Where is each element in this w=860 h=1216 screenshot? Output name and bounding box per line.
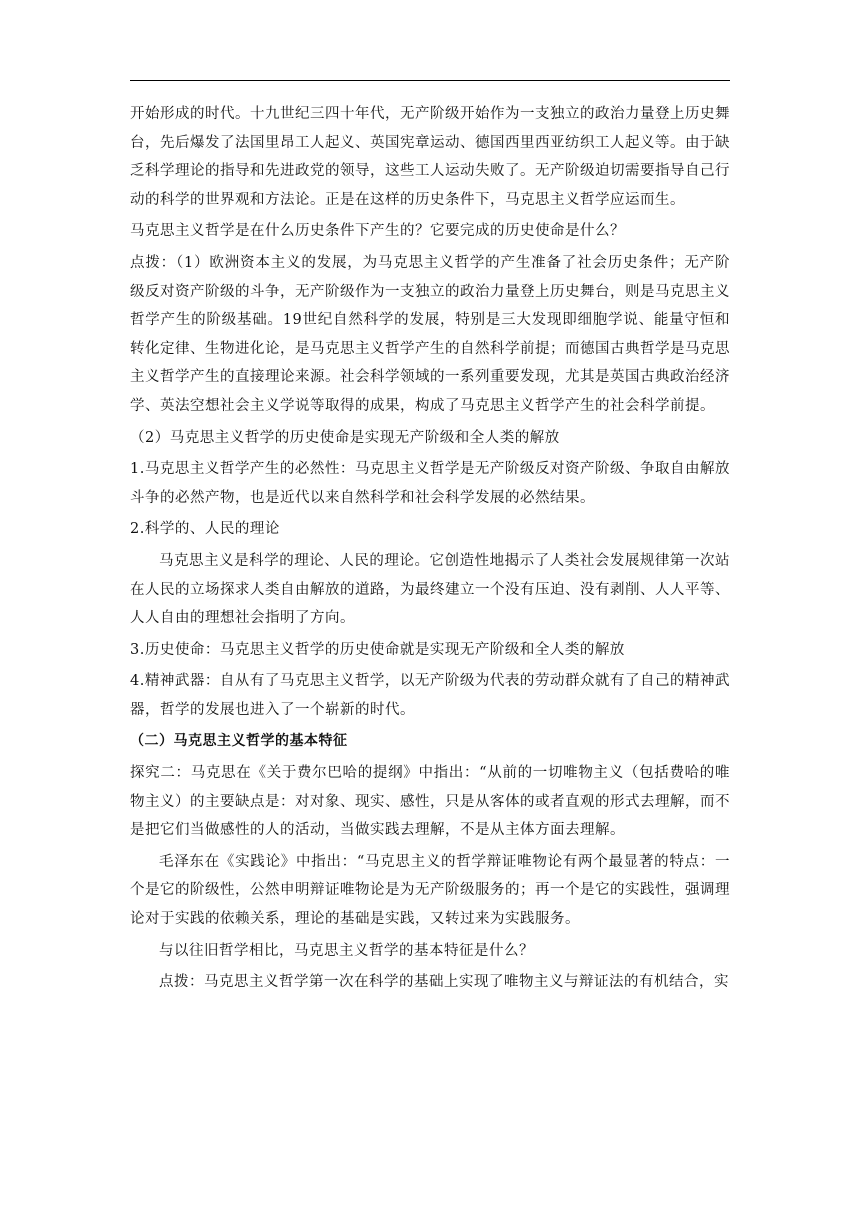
paragraph-hint-conditions: 点拨：（1）欧洲资本主义的发展，为马克思主义哲学的产生准备了社会历史条件；无产阶级反对资产阶级的斗争，无产阶级作为一支独立的政治力量登上历史舞台，则是马克思主义哲学产生的阶级基础。19世纪自然科学的发展，特别是三大发现即细胞学说、能量守恒和转化定律、生物进化论，是马克思主义哲学产生的自然科学前提；而德国古典哲学是马克思主义哲学产生的直接理论来源。社会科学领域的一系列重要发现，尤其是英国古典政治经济学、英法空想社会主义学说等取得的成果，构成了马克思主义哲学产生的社会科学前提。	[130, 254, 730, 414]
question-basic-features: 与以往旧哲学相比，马克思主义哲学的基本特征是什么？	[159, 942, 534, 959]
paragraph-historical-mission: （2）马克思主义哲学的历史使命是实现无产阶级和全人类的解放	[130, 429, 560, 446]
list-item-mission: 3.历史使命：马克思主义哲学的历史使命就是实现无产阶级和全人类的解放	[130, 641, 625, 658]
paragraph-hint-features: 点拨：马克思主义哲学第一次在科学的基础上实现了唯物主义与辩证法的有机结合，实	[159, 974, 729, 991]
list-item-spiritual-weapon: 4.精神武器：自从有了马克思主义哲学，以无产阶级为代表的劳动群众就有了自己的精神武器，哲学的发展也进入了一个崭新的时代。	[130, 673, 730, 718]
paragraph-scientific-theory: 马克思主义是科学的理论、人民的理论。它创造性地揭示了人类社会发展规律第一次站在人民的立场探求人类自由解放的道路，为最终建立一个没有压迫、没有剥削、人人平等、人人自由的理想社会指明了方向。	[130, 552, 730, 627]
section-heading-basic-features: （二）马克思主义哲学的基本特征	[130, 733, 348, 750]
paragraph-inquiry-two: 探究二：马克思在《关于费尔巴哈的提纲》中指出：“从前的一切唯物主义（包括费哈的唯物主义）的主要缺点是：对对象、现实、感性，只是从客体的或者直观的形式去理解，而不是把它们当做感性的人的活动，当做实践去理解，不是从主体方面去理解。	[130, 765, 730, 839]
list-item-scientific-theory: 2.科学的、人民的理论	[130, 521, 280, 538]
paragraph-historical-background: 开始形成的时代。十九世纪三四十年代，无产阶级开始作为一支独立的政治力量登上历史舞台，先后爆发了法国里昂工人起义、英国宪章运动、德国西里西亚纺织工人起义等。由于缺乏科学理论的指导和先进政党的领导，这些工人运动失败了。无产阶级迫切需要指导自己行动的科学的世界观和方法论。正是在这样的历史条件下，马克思主义哲学应运而生。	[130, 106, 730, 208]
header-rule	[130, 80, 730, 81]
page-content	[130, 100, 730, 997]
question-historical-conditions: 马克思主义哲学是在什么历史条件下产生的？它要完成的历史使命是什么？	[130, 223, 625, 240]
paragraph-mao-quote: 毛泽东在《实践论》中指出：“马克思主义的哲学辩证唯物论有两个最显著的特点：一个是它的阶级性，公然申明辩证唯物论是为无产阶级服务的；再一个是它的实践性，强调理论对于实践的依赖关系，理论的基础是实践，又转过来为实践服务。	[130, 853, 730, 928]
list-item-inevitability: 1.马克思主义哲学产生的必然性：马克思主义哲学是无产阶级反对资产阶级、争取自由解放斗争的必然产物，也是近代以来自然科学和社会科学发展的必然结果。	[130, 461, 730, 506]
